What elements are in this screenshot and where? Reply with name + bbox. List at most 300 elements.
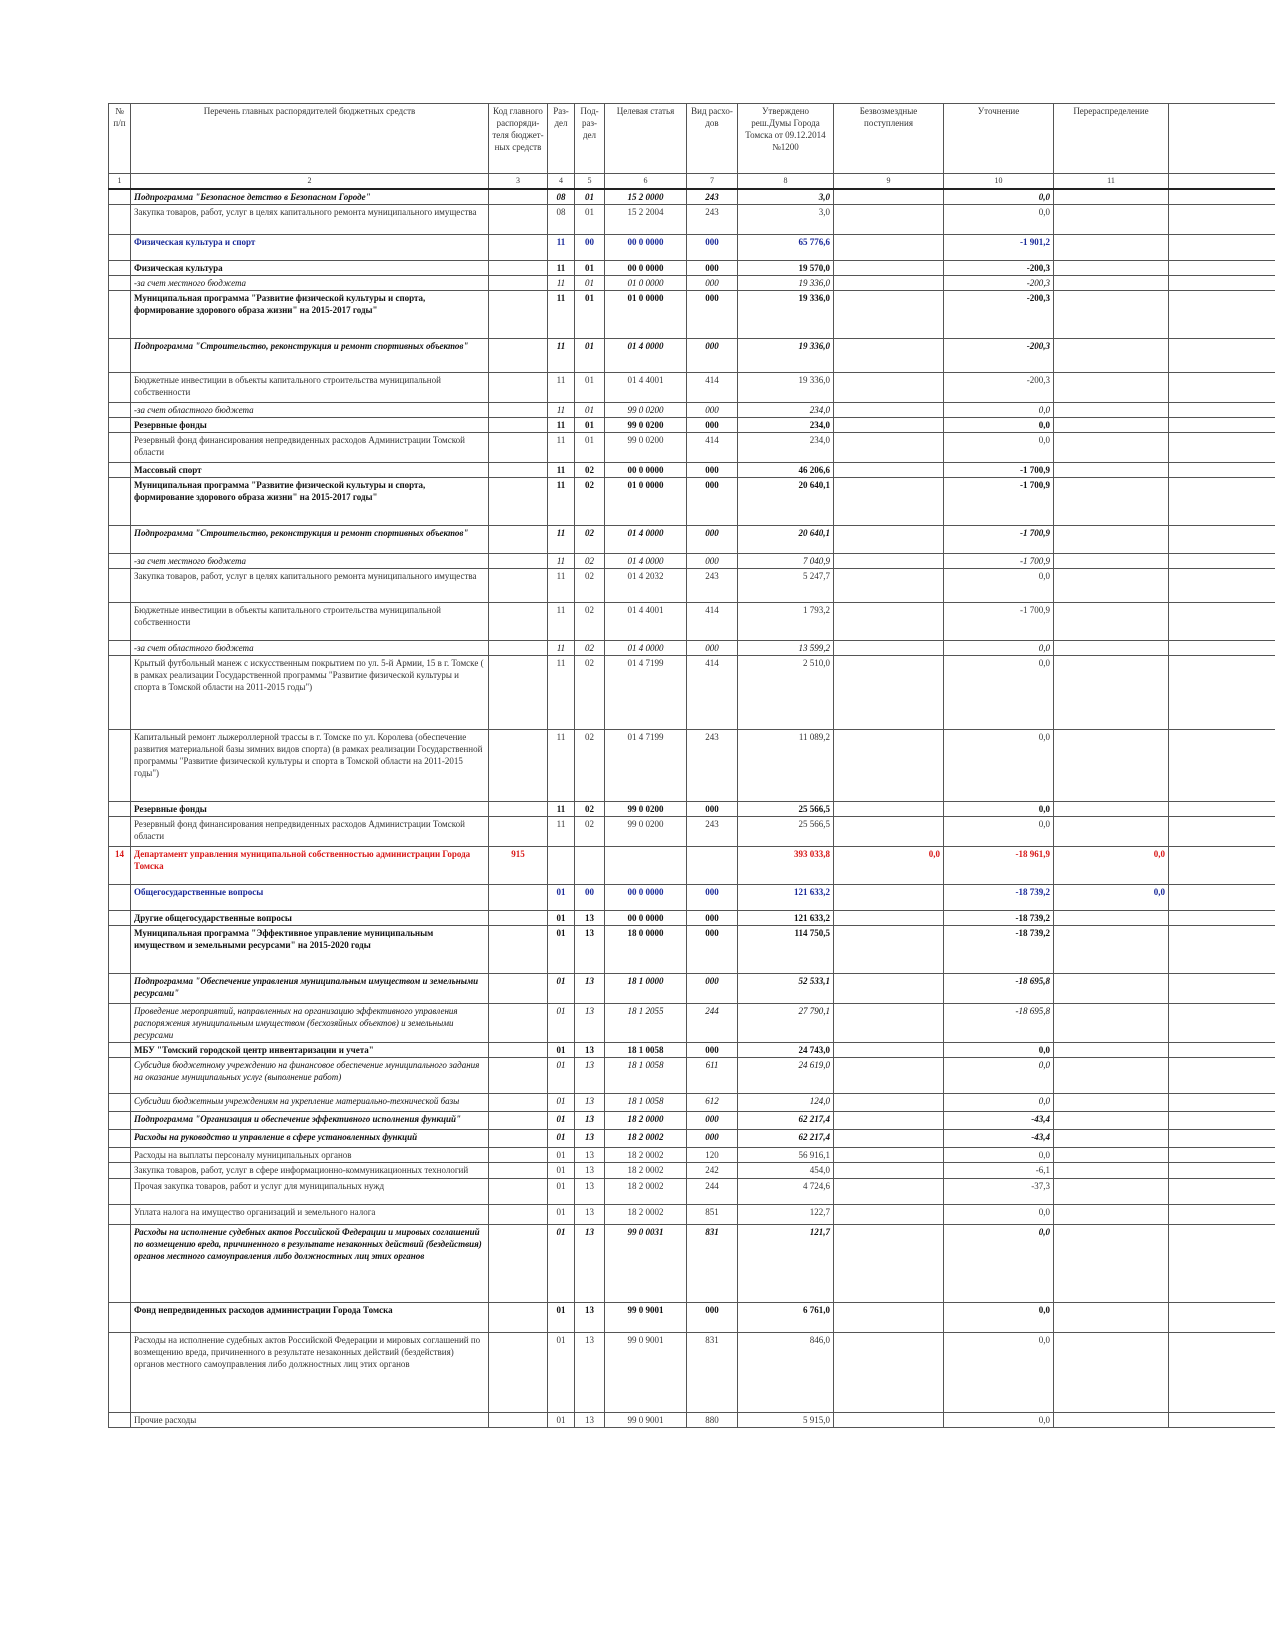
- row-extra: [1169, 885, 1275, 911]
- row-extra: [1169, 817, 1275, 847]
- row-number: [109, 1225, 131, 1303]
- row-extra: [1169, 1112, 1275, 1130]
- row-code: [489, 403, 548, 418]
- row-number: [109, 1303, 131, 1333]
- header-name: Перечень главных распорядителей бюджетных средств: [131, 104, 489, 174]
- row-number: [109, 817, 131, 847]
- row-number: [109, 205, 131, 235]
- row-grants: [834, 339, 944, 373]
- table-row: [109, 403, 1275, 418]
- col-number: 8: [738, 174, 834, 190]
- row-target: 01 4 2032: [605, 569, 687, 603]
- row-name: Расходы на исполнение судебных актов Российской Федерации и мировых соглашений по возмещению вреда, причиненного в результате незаконных действий (бездействия) органов местного самоуправления либо должностных лиц этих органов: [131, 1333, 489, 1413]
- row-approved: 11 089,2: [738, 730, 834, 802]
- row-section: 01: [548, 1163, 575, 1179]
- row-subsection: 02: [575, 554, 605, 569]
- row-expense-type: 000: [687, 478, 738, 526]
- row-name: Расходы на руководство и управление в сфере установленных функций: [131, 1130, 489, 1148]
- row-expense-type: 414: [687, 603, 738, 641]
- row-extra: [1169, 1179, 1275, 1205]
- row-approved: 121 633,2: [738, 911, 834, 926]
- row-redistribution: [1054, 817, 1169, 847]
- table-row: [109, 656, 1275, 730]
- row-code: [489, 1333, 548, 1413]
- row-code: [489, 1043, 548, 1058]
- row-extra: [1169, 463, 1275, 478]
- row-expense-type: 243: [687, 730, 738, 802]
- row-code: [489, 554, 548, 569]
- row-subsection: 01: [575, 403, 605, 418]
- table-row: [109, 189, 1275, 205]
- row-extra: [1169, 1225, 1275, 1303]
- row-approved: 56 916,1: [738, 1148, 834, 1163]
- row-code: [489, 463, 548, 478]
- row-code: [489, 1058, 548, 1094]
- row-subsection: 13: [575, 1413, 605, 1428]
- row-clarification: 0,0: [944, 403, 1054, 418]
- row-grants: [834, 1112, 944, 1130]
- row-approved: 393 033,8: [738, 847, 834, 885]
- row-redistribution: [1054, 526, 1169, 554]
- row-subsection: 13: [575, 1163, 605, 1179]
- row-extra: [1169, 205, 1275, 235]
- row-clarification: -1 700,9: [944, 463, 1054, 478]
- row-clarification: 0,0: [944, 1333, 1054, 1413]
- row-subsection: 13: [575, 1004, 605, 1043]
- col-number: 5: [575, 174, 605, 190]
- table-row: [109, 847, 1275, 885]
- row-section: 01: [548, 1004, 575, 1043]
- row-number: [109, 403, 131, 418]
- row-section: 11: [548, 403, 575, 418]
- table-body: [109, 189, 1275, 1428]
- row-target: 99 0 0200: [605, 418, 687, 433]
- row-redistribution: [1054, 656, 1169, 730]
- row-subsection: 13: [575, 1225, 605, 1303]
- row-section: 01: [548, 1130, 575, 1148]
- row-number: [109, 189, 131, 205]
- row-section: 11: [548, 339, 575, 373]
- row-expense-type: 414: [687, 656, 738, 730]
- row-redistribution: [1054, 1130, 1169, 1148]
- row-expense-type: 000: [687, 926, 738, 974]
- table-row: [109, 1163, 1275, 1179]
- row-number: [109, 730, 131, 802]
- row-redistribution: [1054, 554, 1169, 569]
- row-redistribution: [1054, 641, 1169, 656]
- header-code: Код главного распоряди-теля бюджет-ных средств: [489, 104, 548, 174]
- row-clarification: 0,0: [944, 1205, 1054, 1225]
- row-name: Подпрограмма "Безопасное детство в Безопасном Городе": [131, 189, 489, 205]
- row-subsection: 01: [575, 418, 605, 433]
- row-section: 01: [548, 1413, 575, 1428]
- row-expense-type: 244: [687, 1179, 738, 1205]
- row-expense-type: 831: [687, 1333, 738, 1413]
- row-number: [109, 1043, 131, 1058]
- row-name: Подпрограмма "Строительство, реконструкция и ремонт спортивных объектов": [131, 339, 489, 373]
- row-target: 18 2 0002: [605, 1205, 687, 1225]
- row-name: Проведение мероприятий, направленных на организацию эффективного управления распоряжения муниципальным имуществом (бесхозяйных объектов) и земельными ресурсами: [131, 1004, 489, 1043]
- row-number: [109, 926, 131, 974]
- row-section: 08: [548, 189, 575, 205]
- table-row: [109, 1148, 1275, 1163]
- row-expense-type: 611: [687, 1058, 738, 1094]
- row-target: 18 1 0058: [605, 1058, 687, 1094]
- row-number: [109, 603, 131, 641]
- row-redistribution: [1054, 235, 1169, 261]
- row-clarification: -200,3: [944, 291, 1054, 339]
- table-row: [109, 817, 1275, 847]
- row-subsection: 02: [575, 463, 605, 478]
- row-clarification: -43,4: [944, 1112, 1054, 1130]
- row-target: 01 4 0000: [605, 554, 687, 569]
- row-clarification: 0,0: [944, 1058, 1054, 1094]
- row-approved: 24 743,0: [738, 1043, 834, 1058]
- row-number: [109, 291, 131, 339]
- table-row: [109, 478, 1275, 526]
- row-code: [489, 526, 548, 554]
- table-row: [109, 339, 1275, 373]
- row-expense-type: 414: [687, 373, 738, 403]
- row-redistribution: [1054, 730, 1169, 802]
- row-approved: 25 566,5: [738, 817, 834, 847]
- row-target: 99 0 9001: [605, 1413, 687, 1428]
- row-number: [109, 1148, 131, 1163]
- row-target: 15 2 0000: [605, 189, 687, 205]
- col-number: 1: [109, 174, 131, 190]
- row-approved: 5 915,0: [738, 1413, 834, 1428]
- row-approved: 62 217,4: [738, 1130, 834, 1148]
- row-name: Физическая культура и спорт: [131, 235, 489, 261]
- row-number: [109, 478, 131, 526]
- row-redistribution: [1054, 1179, 1169, 1205]
- row-redistribution: [1054, 1094, 1169, 1112]
- row-code: [489, 1004, 548, 1043]
- row-redistribution: [1054, 569, 1169, 603]
- row-grants: [834, 885, 944, 911]
- row-grants: [834, 478, 944, 526]
- row-section: 01: [548, 1179, 575, 1205]
- row-grants: [834, 730, 944, 802]
- row-subsection: 13: [575, 974, 605, 1004]
- row-number: [109, 1094, 131, 1112]
- row-target: 01 0 0000: [605, 291, 687, 339]
- row-name: Резервные фонды: [131, 802, 489, 817]
- row-code: [489, 1225, 548, 1303]
- row-number: [109, 1112, 131, 1130]
- table-row: [109, 373, 1275, 403]
- row-extra: [1169, 418, 1275, 433]
- row-number: [109, 1004, 131, 1043]
- row-number: [109, 418, 131, 433]
- table-row: [109, 885, 1275, 911]
- row-grants: [834, 1333, 944, 1413]
- row-code: [489, 235, 548, 261]
- row-target: 01 4 7199: [605, 730, 687, 802]
- row-approved: 65 776,6: [738, 235, 834, 261]
- row-extra: [1169, 1303, 1275, 1333]
- row-number: [109, 1130, 131, 1148]
- col-number: 4: [548, 174, 575, 190]
- table-row: [109, 603, 1275, 641]
- row-extra: [1169, 1205, 1275, 1225]
- row-code: [489, 641, 548, 656]
- row-approved: 24 619,0: [738, 1058, 834, 1094]
- row-approved: 3,0: [738, 205, 834, 235]
- row-grants: [834, 205, 944, 235]
- table-row: [109, 974, 1275, 1004]
- row-name: Муниципальная программа "Развитие физической культуры и спорта, формирование здорового образа жизни" на 2015-2017 годы": [131, 478, 489, 526]
- row-name: Капитальный ремонт лыжероллерной трассы в г. Томске по ул. Королева (обеспечение развития материальной базы зимних видов спорта) (в рамках реализации Государственной программы "Развитие физической культуры и спорта в Томской области на 2011-2015 годы"): [131, 730, 489, 802]
- col-number: 3: [489, 174, 548, 190]
- row-clarification: -1 901,2: [944, 235, 1054, 261]
- row-clarification: -18 739,2: [944, 885, 1054, 911]
- row-grants: [834, 403, 944, 418]
- row-code: 915: [489, 847, 548, 885]
- col-number: 11: [1054, 174, 1169, 190]
- row-section: 01: [548, 1094, 575, 1112]
- row-extra: [1169, 1130, 1275, 1148]
- header-clarification: Уточнение: [944, 104, 1054, 174]
- row-code: [489, 603, 548, 641]
- row-number: [109, 1179, 131, 1205]
- row-target: 18 1 0058: [605, 1043, 687, 1058]
- row-subsection: 13: [575, 1205, 605, 1225]
- row-expense-type: 000: [687, 1303, 738, 1333]
- row-grants: [834, 974, 944, 1004]
- row-code: [489, 373, 548, 403]
- row-expense-type: 000: [687, 276, 738, 291]
- row-approved: 19 336,0: [738, 339, 834, 373]
- row-target: 99 0 0031: [605, 1225, 687, 1303]
- row-code: [489, 291, 548, 339]
- row-expense-type: 000: [687, 1130, 738, 1148]
- row-redistribution: [1054, 291, 1169, 339]
- row-redistribution: [1054, 1004, 1169, 1043]
- row-clarification: 0,0: [944, 730, 1054, 802]
- row-subsection: 02: [575, 656, 605, 730]
- row-name: Резервный фонд финансирования непредвиденных расходов Администрации Томской области: [131, 817, 489, 847]
- row-target: 99 0 0200: [605, 817, 687, 847]
- row-number: [109, 373, 131, 403]
- table-row: [109, 1225, 1275, 1303]
- row-clarification: 0,0: [944, 1225, 1054, 1303]
- row-extra: [1169, 1004, 1275, 1043]
- row-extra: [1169, 1333, 1275, 1413]
- row-clarification: 0,0: [944, 433, 1054, 463]
- row-section: 01: [548, 1112, 575, 1130]
- row-clarification: 0,0: [944, 1303, 1054, 1333]
- header-section: Раз-дел: [548, 104, 575, 174]
- table-row: [109, 569, 1275, 603]
- row-number: [109, 433, 131, 463]
- row-target: 01 4 7199: [605, 656, 687, 730]
- row-extra: [1169, 478, 1275, 526]
- row-target: 00 0 0000: [605, 911, 687, 926]
- row-expense-type: 831: [687, 1225, 738, 1303]
- row-clarification: -43,4: [944, 1130, 1054, 1148]
- row-grants: [834, 802, 944, 817]
- row-grants: [834, 603, 944, 641]
- row-section: 11: [548, 418, 575, 433]
- row-redistribution: [1054, 1225, 1169, 1303]
- row-expense-type: 000: [687, 885, 738, 911]
- header-subsection: Под-раз-дел: [575, 104, 605, 174]
- row-name: Подпрограмма "Обеспечение управления муниципальным имуществом и земельными ресурсами": [131, 974, 489, 1004]
- row-grants: [834, 433, 944, 463]
- row-target: 99 0 0200: [605, 433, 687, 463]
- row-name: Расходы на выплаты персоналу муниципальных органов: [131, 1148, 489, 1163]
- row-code: [489, 1148, 548, 1163]
- row-subsection: 02: [575, 603, 605, 641]
- row-name: Подпрограмма "Строительство, реконструкция и ремонт спортивных объектов": [131, 526, 489, 554]
- row-number: [109, 276, 131, 291]
- row-number: [109, 235, 131, 261]
- row-number: [109, 1058, 131, 1094]
- row-subsection: 13: [575, 1112, 605, 1130]
- row-subsection: 13: [575, 1333, 605, 1413]
- table-row: [109, 205, 1275, 235]
- table-row: [109, 1205, 1275, 1225]
- table-row: [109, 1333, 1275, 1413]
- row-target: 01 4 4001: [605, 373, 687, 403]
- row-section: [548, 847, 575, 885]
- row-subsection: 02: [575, 730, 605, 802]
- row-section: 11: [548, 235, 575, 261]
- table-row: [109, 1413, 1275, 1428]
- row-number: [109, 641, 131, 656]
- row-target: 01 0 0000: [605, 478, 687, 526]
- row-expense-type: 000: [687, 1043, 738, 1058]
- row-extra: [1169, 569, 1275, 603]
- row-section: 11: [548, 730, 575, 802]
- table-row: [109, 926, 1275, 974]
- row-subsection: 02: [575, 802, 605, 817]
- row-approved: 846,0: [738, 1333, 834, 1413]
- row-number: [109, 554, 131, 569]
- row-grants: [834, 235, 944, 261]
- row-redistribution: [1054, 418, 1169, 433]
- table-row: [109, 1043, 1275, 1058]
- table-row: [109, 554, 1275, 569]
- row-section: 11: [548, 433, 575, 463]
- row-approved: 234,0: [738, 433, 834, 463]
- row-extra: [1169, 847, 1275, 885]
- row-name: Фонд непредвиденных расходов администрации Города Томска: [131, 1303, 489, 1333]
- row-section: 11: [548, 291, 575, 339]
- row-code: [489, 885, 548, 911]
- row-redistribution: [1054, 802, 1169, 817]
- table-row: [109, 1179, 1275, 1205]
- row-target: 00 0 0000: [605, 261, 687, 276]
- table-row: [109, 261, 1275, 276]
- row-grants: [834, 1148, 944, 1163]
- row-clarification: -200,3: [944, 261, 1054, 276]
- row-target: 18 1 0000: [605, 974, 687, 1004]
- row-code: [489, 1130, 548, 1148]
- header-grants: Безвозмездные поступления: [834, 104, 944, 174]
- row-name: Бюджетные инвестиции в объекты капитального строительства муниципальной собственности: [131, 603, 489, 641]
- row-number: [109, 1163, 131, 1179]
- row-number: [109, 569, 131, 603]
- row-grants: [834, 463, 944, 478]
- row-approved: 454,0: [738, 1163, 834, 1179]
- row-number: [109, 1205, 131, 1225]
- row-approved: 20 640,1: [738, 478, 834, 526]
- row-name: Уплата налога на имущество организаций и земельного налога: [131, 1205, 489, 1225]
- row-grants: [834, 526, 944, 554]
- row-code: [489, 730, 548, 802]
- row-grants: [834, 189, 944, 205]
- row-number: [109, 974, 131, 1004]
- row-section: 11: [548, 554, 575, 569]
- col-number: 9: [834, 174, 944, 190]
- row-redistribution: [1054, 926, 1169, 974]
- row-subsection: 00: [575, 885, 605, 911]
- row-approved: 7 040,9: [738, 554, 834, 569]
- row-name: Муниципальная программа "Эффективное управление муниципальным имуществом и земельными ресурсами" на 2015-2020 годы: [131, 926, 489, 974]
- row-redistribution: [1054, 1413, 1169, 1428]
- table-row: [109, 235, 1275, 261]
- row-clarification: -37,3: [944, 1179, 1054, 1205]
- row-target: 99 0 9001: [605, 1333, 687, 1413]
- row-code: [489, 261, 548, 276]
- row-extra: [1169, 433, 1275, 463]
- row-code: [489, 1179, 548, 1205]
- row-section: 01: [548, 1303, 575, 1333]
- row-target: 01 4 0000: [605, 339, 687, 373]
- col-number: [1169, 174, 1275, 190]
- row-name: -за счет областного бюджета: [131, 403, 489, 418]
- row-redistribution: [1054, 1058, 1169, 1094]
- row-clarification: 0,0: [944, 1413, 1054, 1428]
- row-clarification: 0,0: [944, 569, 1054, 603]
- row-expense-type: 851: [687, 1205, 738, 1225]
- row-redistribution: [1054, 1148, 1169, 1163]
- row-subsection: 01: [575, 189, 605, 205]
- row-clarification: -200,3: [944, 339, 1054, 373]
- row-grants: [834, 1413, 944, 1428]
- row-number: [109, 1333, 131, 1413]
- row-approved: 121 633,2: [738, 885, 834, 911]
- row-extra: [1169, 526, 1275, 554]
- row-clarification: 0,0: [944, 817, 1054, 847]
- row-section: 01: [548, 926, 575, 974]
- row-subsection: 01: [575, 205, 605, 235]
- row-approved: 114 750,5: [738, 926, 834, 974]
- row-extra: [1169, 926, 1275, 974]
- row-expense-type: 000: [687, 235, 738, 261]
- row-grants: [834, 418, 944, 433]
- header-approved: Утверждено реш.Думы Города Томска от 09.12.2014 №1200: [738, 104, 834, 174]
- row-extra: [1169, 641, 1275, 656]
- row-expense-type: 000: [687, 463, 738, 478]
- row-clarification: 0,0: [944, 656, 1054, 730]
- table-row: [109, 463, 1275, 478]
- row-code: [489, 974, 548, 1004]
- row-subsection: [575, 847, 605, 885]
- row-approved: 122,7: [738, 1205, 834, 1225]
- row-section: 01: [548, 1043, 575, 1058]
- header-target: Целевая статья: [605, 104, 687, 174]
- row-approved: 121,7: [738, 1225, 834, 1303]
- col-number: 2: [131, 174, 489, 190]
- row-subsection: 02: [575, 569, 605, 603]
- table-row: [109, 1303, 1275, 1333]
- row-clarification: -18 739,2: [944, 911, 1054, 926]
- row-target: 00 0 0000: [605, 885, 687, 911]
- row-grants: [834, 1163, 944, 1179]
